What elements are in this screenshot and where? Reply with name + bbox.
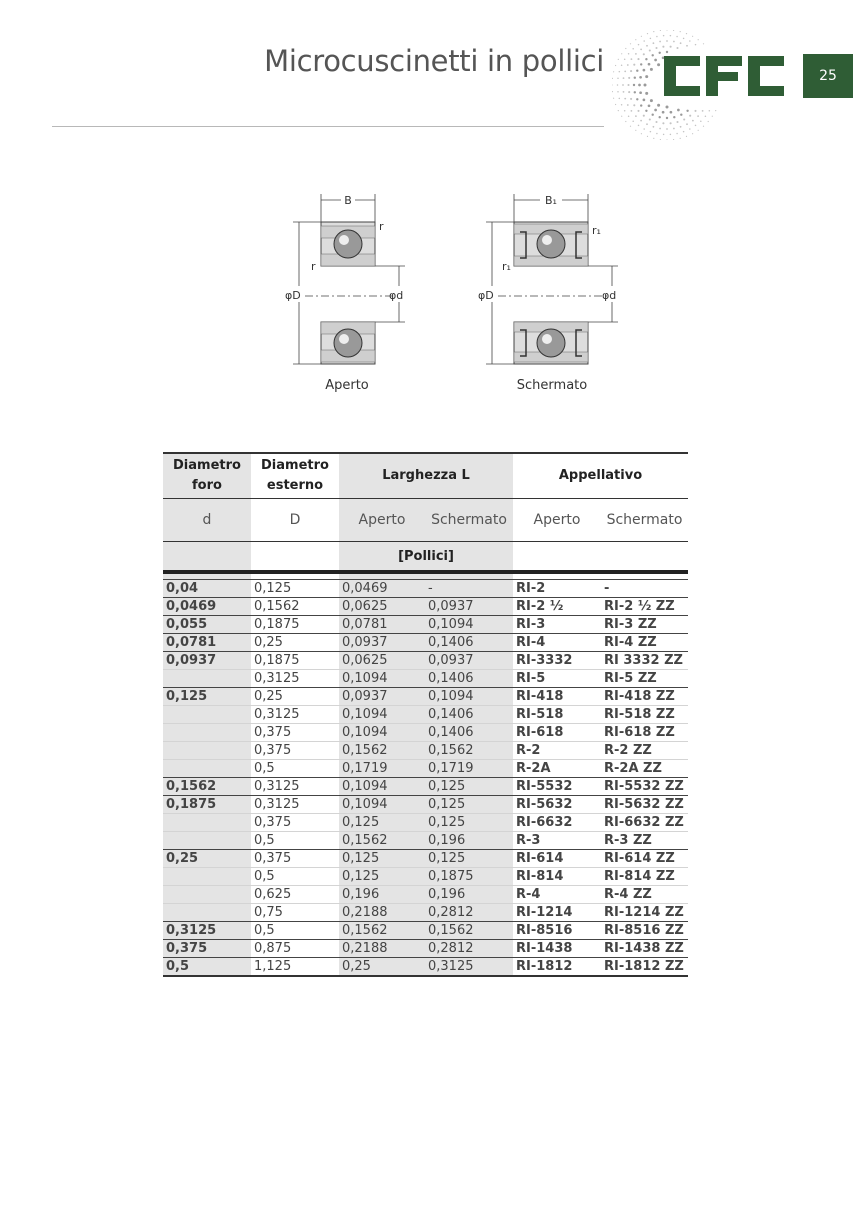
cell-designation-open: RI-4 bbox=[513, 634, 601, 652]
cell-width-shielded: 0,1719 bbox=[425, 760, 513, 778]
cell-designation-open: R-3 bbox=[513, 832, 601, 850]
cell-bore bbox=[163, 724, 251, 742]
cell-outer: 0,3125 bbox=[251, 706, 339, 724]
cell-outer: 0,1875 bbox=[251, 652, 339, 670]
cell-bore bbox=[163, 868, 251, 886]
cell-bore: 0,25 bbox=[163, 850, 251, 868]
table-row bbox=[163, 778, 688, 796]
cell-width-shielded: 0,1406 bbox=[425, 706, 513, 724]
cell-designation-open: RI-5 bbox=[513, 670, 601, 688]
cell-bore: 0,055 bbox=[163, 616, 251, 634]
cell-width-shielded: 0,1875 bbox=[425, 868, 513, 886]
cell-designation-shielded: RI-614 ZZ bbox=[601, 850, 688, 868]
cell-width-open: 0,1094 bbox=[339, 778, 425, 796]
cell-width-shielded: 0,0937 bbox=[425, 598, 513, 616]
cell-bore: 0,04 bbox=[163, 580, 251, 598]
table-row bbox=[163, 598, 688, 616]
label-bore-diameter: φd bbox=[389, 289, 404, 302]
label-outer-diameter: φD bbox=[285, 289, 301, 302]
table-row bbox=[163, 796, 688, 814]
cell-bore: 0,0937 bbox=[163, 652, 251, 670]
cell-width-shielded: 0,1562 bbox=[425, 922, 513, 940]
cell-bore: 0,5 bbox=[163, 958, 251, 977]
table-row bbox=[163, 940, 688, 958]
cell-width-open: 0,0781 bbox=[339, 616, 425, 634]
header-designation-open: Aperto bbox=[513, 499, 601, 542]
cell-bore: 0,0781 bbox=[163, 634, 251, 652]
cell-bore bbox=[163, 742, 251, 760]
cell-designation-shielded: RI-1438 ZZ bbox=[601, 940, 688, 958]
header-designation-shielded: Schermato bbox=[601, 499, 688, 542]
cell-outer: 0,3125 bbox=[251, 778, 339, 796]
cell-bore bbox=[163, 706, 251, 724]
header-unit: [Pollici] bbox=[339, 542, 513, 573]
header-outer: Diametro esterno bbox=[251, 453, 339, 499]
cell-outer: 0,875 bbox=[251, 940, 339, 958]
table-row bbox=[163, 850, 688, 868]
cell-designation-shielded: RI 3332 ZZ bbox=[601, 652, 688, 670]
cell-width-shielded: - bbox=[425, 580, 513, 598]
table-row bbox=[163, 652, 688, 670]
cell-width-open: 0,125 bbox=[339, 868, 425, 886]
cell-designation-shielded: RI-3 ZZ bbox=[601, 616, 688, 634]
cfc-logo bbox=[662, 52, 792, 100]
header-width: Larghezza L bbox=[339, 453, 513, 499]
cell-width-open: 0,1094 bbox=[339, 796, 425, 814]
cell-designation-open: R-4 bbox=[513, 886, 601, 904]
cell-outer: 0,375 bbox=[251, 850, 339, 868]
header-designation: Appellativo bbox=[513, 453, 688, 499]
cell-designation-shielded: - bbox=[601, 580, 688, 598]
cell-width-shielded: 0,125 bbox=[425, 796, 513, 814]
cell-width-open: 0,0625 bbox=[339, 598, 425, 616]
cell-outer: 1,125 bbox=[251, 958, 339, 977]
header-width-shielded: Schermato bbox=[425, 499, 513, 542]
cell-designation-shielded: R-2A ZZ bbox=[601, 760, 688, 778]
table-row bbox=[163, 922, 688, 940]
cell-bore bbox=[163, 670, 251, 688]
cell-outer: 0,375 bbox=[251, 742, 339, 760]
cell-bore: 0,1562 bbox=[163, 778, 251, 796]
cell-width-open: 0,2188 bbox=[339, 940, 425, 958]
cell-designation-shielded: R-4 ZZ bbox=[601, 886, 688, 904]
cell-width-open: 0,125 bbox=[339, 850, 425, 868]
svg-text:r₁: r₁ bbox=[502, 260, 511, 273]
cell-designation-open: RI-518 bbox=[513, 706, 601, 724]
cell-bore bbox=[163, 904, 251, 922]
cell-width-open: 0,196 bbox=[339, 886, 425, 904]
cell-width-open: 0,1094 bbox=[339, 706, 425, 724]
cell-width-shielded: 0,196 bbox=[425, 886, 513, 904]
label-radius-shielded: r₁ bbox=[592, 224, 601, 237]
table-row bbox=[163, 814, 688, 832]
cell-outer: 0,3125 bbox=[251, 796, 339, 814]
cell-designation-open: RI-614 bbox=[513, 850, 601, 868]
cell-width-shielded: 0,2812 bbox=[425, 904, 513, 922]
cell-bore: 0,125 bbox=[163, 688, 251, 706]
cell-outer: 0,5 bbox=[251, 760, 339, 778]
cell-designation-shielded: RI-5632 ZZ bbox=[601, 796, 688, 814]
cell-width-shielded: 0,196 bbox=[425, 832, 513, 850]
cell-designation-shielded: RI-5 ZZ bbox=[601, 670, 688, 688]
cell-bore: 0,3125 bbox=[163, 922, 251, 940]
cell-designation-open: RI-2 bbox=[513, 580, 601, 598]
table-row bbox=[163, 706, 688, 724]
header-width-open: Aperto bbox=[339, 499, 425, 542]
bearing-spec-table bbox=[163, 452, 688, 977]
cell-designation-open: R-2 bbox=[513, 742, 601, 760]
cell-designation-open: RI-1438 bbox=[513, 940, 601, 958]
cell-designation-shielded: R-3 ZZ bbox=[601, 832, 688, 850]
open-bearing-diagram bbox=[285, 186, 415, 376]
label-outer-diameter-shielded: φD bbox=[478, 289, 494, 302]
header-bore: Diametro foro bbox=[163, 453, 251, 499]
cell-width-open: 0,1094 bbox=[339, 724, 425, 742]
table-row bbox=[163, 670, 688, 688]
header-divider bbox=[52, 126, 604, 127]
cell-outer: 0,3125 bbox=[251, 670, 339, 688]
cell-outer: 0,375 bbox=[251, 814, 339, 832]
cell-outer: 0,25 bbox=[251, 634, 339, 652]
cell-designation-open: RI-3332 bbox=[513, 652, 601, 670]
cell-bore bbox=[163, 760, 251, 778]
cell-designation-shielded: RI-1812 ZZ bbox=[601, 958, 688, 977]
label-bore-diameter-shielded: φd bbox=[602, 289, 617, 302]
header-sym-d: d bbox=[163, 499, 251, 542]
page-number: 25 bbox=[803, 54, 853, 98]
cell-designation-shielded: RI-6632 ZZ bbox=[601, 814, 688, 832]
header-sym-D: D bbox=[251, 499, 339, 542]
label-radius: r bbox=[379, 220, 384, 233]
cell-designation-open: RI-1812 bbox=[513, 958, 601, 977]
shielded-bearing-diagram bbox=[478, 186, 628, 376]
cell-designation-open: RI-618 bbox=[513, 724, 601, 742]
cell-bore bbox=[163, 886, 251, 904]
cell-designation-shielded: RI-5532 ZZ bbox=[601, 778, 688, 796]
cell-width-open: 0,0937 bbox=[339, 688, 425, 706]
cell-width-open: 0,1562 bbox=[339, 922, 425, 940]
cell-width-open: 0,1562 bbox=[339, 832, 425, 850]
cell-width-shielded: 0,1406 bbox=[425, 634, 513, 652]
table-row bbox=[163, 886, 688, 904]
cell-outer: 0,25 bbox=[251, 688, 339, 706]
table-row bbox=[163, 580, 688, 598]
cell-bore: 0,1875 bbox=[163, 796, 251, 814]
caption-shielded: Schermato bbox=[516, 378, 588, 393]
cell-bore bbox=[163, 814, 251, 832]
cell-designation-open: R-2A bbox=[513, 760, 601, 778]
table-row bbox=[163, 904, 688, 922]
svg-text:r: r bbox=[311, 260, 316, 273]
cell-width-open: 0,25 bbox=[339, 958, 425, 977]
cell-width-open: 0,2188 bbox=[339, 904, 425, 922]
cell-width-shielded: 0,1562 bbox=[425, 742, 513, 760]
cell-outer: 0,5 bbox=[251, 868, 339, 886]
cell-width-shielded: 0,125 bbox=[425, 778, 513, 796]
cell-outer: 0,5 bbox=[251, 832, 339, 850]
cell-width-open: 0,0625 bbox=[339, 652, 425, 670]
cell-designation-open: RI-2 ½ bbox=[513, 598, 601, 616]
page-title: Microcuscinetti in pollici bbox=[264, 44, 604, 78]
cell-designation-open: RI-1214 bbox=[513, 904, 601, 922]
cell-designation-shielded: RI-518 ZZ bbox=[601, 706, 688, 724]
cell-bore bbox=[163, 832, 251, 850]
table-row bbox=[163, 688, 688, 706]
cell-designation-open: RI-6632 bbox=[513, 814, 601, 832]
cell-designation-shielded: RI-4 ZZ bbox=[601, 634, 688, 652]
cell-width-shielded: 0,125 bbox=[425, 814, 513, 832]
cell-width-open: 0,0469 bbox=[339, 580, 425, 598]
cell-designation-shielded: RI-814 ZZ bbox=[601, 868, 688, 886]
cell-width-shielded: 0,2812 bbox=[425, 940, 513, 958]
cell-outer: 0,625 bbox=[251, 886, 339, 904]
cell-designation-shielded: RI-618 ZZ bbox=[601, 724, 688, 742]
cell-outer: 0,5 bbox=[251, 922, 339, 940]
table-row bbox=[163, 958, 688, 977]
cell-width-shielded: 0,1094 bbox=[425, 616, 513, 634]
cell-width-shielded: 0,3125 bbox=[425, 958, 513, 977]
cell-designation-shielded: RI-1214 ZZ bbox=[601, 904, 688, 922]
cell-width-open: 0,1094 bbox=[339, 670, 425, 688]
cell-width-open: 0,125 bbox=[339, 814, 425, 832]
table-row bbox=[163, 832, 688, 850]
cell-designation-shielded: R-2 ZZ bbox=[601, 742, 688, 760]
label-width: B bbox=[344, 194, 352, 207]
cell-width-open: 0,1719 bbox=[339, 760, 425, 778]
cell-designation-shielded: RI-418 ZZ bbox=[601, 688, 688, 706]
cell-outer: 0,125 bbox=[251, 580, 339, 598]
cell-width-shielded: 0,1094 bbox=[425, 688, 513, 706]
label-width-shielded: B₁ bbox=[545, 194, 557, 207]
cell-outer: 0,375 bbox=[251, 724, 339, 742]
cell-designation-shielded: RI-2 ½ ZZ bbox=[601, 598, 688, 616]
cell-designation-open: RI-5632 bbox=[513, 796, 601, 814]
table-row bbox=[163, 868, 688, 886]
cell-width-shielded: 0,0937 bbox=[425, 652, 513, 670]
caption-open: Aperto bbox=[325, 378, 369, 393]
cell-outer: 0,1562 bbox=[251, 598, 339, 616]
cell-outer: 0,1875 bbox=[251, 616, 339, 634]
table-row bbox=[163, 742, 688, 760]
table-row bbox=[163, 724, 688, 742]
cell-designation-open: RI-3 bbox=[513, 616, 601, 634]
table-row bbox=[163, 616, 688, 634]
cell-bore: 0,0469 bbox=[163, 598, 251, 616]
cell-designation-open: RI-8516 bbox=[513, 922, 601, 940]
table-row bbox=[163, 760, 688, 778]
cell-width-open: 0,1562 bbox=[339, 742, 425, 760]
cell-designation-open: RI-418 bbox=[513, 688, 601, 706]
table-row bbox=[163, 634, 688, 652]
cell-designation-open: RI-814 bbox=[513, 868, 601, 886]
cell-width-shielded: 0,1406 bbox=[425, 670, 513, 688]
cell-outer: 0,75 bbox=[251, 904, 339, 922]
cell-designation-shielded: RI-8516 ZZ bbox=[601, 922, 688, 940]
cell-width-shielded: 0,1406 bbox=[425, 724, 513, 742]
cell-width-open: 0,0937 bbox=[339, 634, 425, 652]
cell-width-shielded: 0,125 bbox=[425, 850, 513, 868]
cell-designation-open: RI-5532 bbox=[513, 778, 601, 796]
cell-bore: 0,375 bbox=[163, 940, 251, 958]
